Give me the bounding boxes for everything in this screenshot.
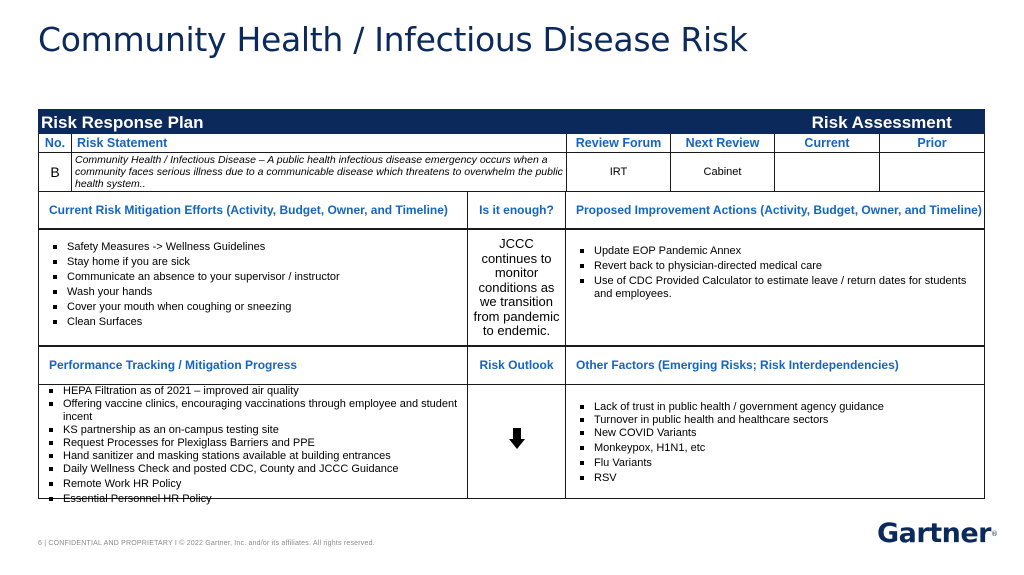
list-item: New COVID Variants xyxy=(594,427,978,440)
risk-response-plan-heading: Risk Response Plan xyxy=(41,113,204,132)
performance-tracking-heading: Performance Tracking / Mitigation Progress xyxy=(38,347,468,385)
list-item: Daily Wellness Check and posted CDC, County and JCCC Guidance xyxy=(63,463,463,476)
list-item: RSV xyxy=(594,472,978,485)
other-factors-cell xyxy=(566,385,985,499)
proposed-improvement-cell xyxy=(566,230,985,347)
risk-table xyxy=(38,109,985,505)
other-factors-heading: Other Factors (Emerging Risks; Risk Interdependencies) xyxy=(566,347,985,385)
review-forum-column-header: Review Forum xyxy=(567,134,671,153)
prior-column-header: Prior xyxy=(880,134,985,153)
current-mitigation-list xyxy=(45,241,463,329)
list-item: Update EOP Pandemic Annex xyxy=(594,245,978,258)
risk-statement-column-header: Risk Statement xyxy=(72,134,567,153)
slide-title: Community Health / Infectious Disease Risk xyxy=(38,20,748,59)
list-item: Request Processes for Plexiglass Barriers and PPE xyxy=(63,437,463,450)
mitigation-content-row xyxy=(38,230,985,347)
list-item: Essential Personnel HR Policy xyxy=(63,493,463,506)
next-review-value: Cabinet xyxy=(671,153,775,192)
current-assessment-value xyxy=(775,153,880,192)
risk-outlook-cell xyxy=(468,385,566,499)
footer-text: 6 | CONFIDENTIAL AND PROPRIETARY I © 2022 Gartner, Inc. and/or its affiliates. All rights reserved. xyxy=(38,540,375,547)
risk-statement-text: Community Health / Infectious Disease – A public health infectious disease emergency occurs when a community faces serious illness due to a communicable disease which threatens to overwhelm the public health system.. xyxy=(72,153,567,192)
risk-outlook-heading: Risk Outlook xyxy=(468,347,566,385)
list-item: Flu Variants xyxy=(594,457,978,470)
list-item: Offering vaccine clinics, encouraging vaccinations through employee and student incent xyxy=(63,398,463,424)
prior-assessment-value xyxy=(880,153,985,192)
current-mitigation-heading: Current Risk Mitigation Efforts (Activity, Budget, Owner, and Timeline) xyxy=(38,192,468,230)
list-item: Safety Measures -> Wellness Guidelines xyxy=(67,241,463,254)
list-item: Wash your hands xyxy=(67,286,463,299)
review-forum-value: IRT xyxy=(567,153,671,192)
proposed-improvement-list xyxy=(572,245,978,301)
list-item: Clean Surfaces xyxy=(67,316,463,329)
list-item: Communicate an absence to your supervisor / instructor xyxy=(67,271,463,284)
risk-id: B xyxy=(38,153,72,192)
gartner-logo xyxy=(877,518,997,549)
list-item: HEPA Filtration as of 2021 – improved air quality xyxy=(63,385,463,398)
risk-assessment-heading: Risk Assessment xyxy=(811,113,952,132)
list-item: Hand sanitizer and masking stations available at building entrances xyxy=(63,450,463,463)
list-item: Remote Work HR Policy xyxy=(63,478,463,491)
list-item: Monkeypox, H1N1, etc xyxy=(594,442,978,455)
is-it-enough-text: JCCC continues to monitor conditions as we transition from pandemic to endemic. xyxy=(468,230,566,347)
logo-text: Gartner xyxy=(877,518,991,549)
current-column-header: Current xyxy=(775,134,880,153)
other-factors-list xyxy=(572,401,978,485)
next-review-column-header: Next Review xyxy=(671,134,775,153)
tracking-heading-row xyxy=(38,347,985,385)
list-item: Lack of trust in public health / government agency guidance xyxy=(594,401,978,414)
list-item: Turnover in public health and healthcare sectors xyxy=(594,414,978,427)
arrow-down-icon xyxy=(509,428,525,450)
is-it-enough-heading: Is it enough? xyxy=(468,192,566,230)
list-item: Stay home if you are sick xyxy=(67,256,463,269)
table-header-row xyxy=(38,109,985,134)
list-item: Use of CDC Provided Calculator to estimate leave / return dates for students and employees. xyxy=(594,275,978,301)
mitigation-heading-row xyxy=(38,192,985,230)
performance-tracking-cell xyxy=(38,385,468,505)
no-column-header: No. xyxy=(38,134,72,153)
logo-mark: ® xyxy=(990,530,998,538)
list-item: KS partnership as an on-campus testing site xyxy=(63,424,463,437)
column-header-row xyxy=(38,134,985,153)
proposed-improvement-heading: Proposed Improvement Actions (Activity, Budget, Owner, and Timeline) xyxy=(566,192,985,230)
risk-data-row xyxy=(38,153,985,192)
tracking-content-row xyxy=(38,385,985,505)
list-item: Cover your mouth when coughing or sneezing xyxy=(67,301,463,314)
current-mitigation-cell xyxy=(38,230,468,347)
performance-tracking-list xyxy=(41,385,463,506)
list-item: Revert back to physician-directed medical care xyxy=(594,260,978,273)
